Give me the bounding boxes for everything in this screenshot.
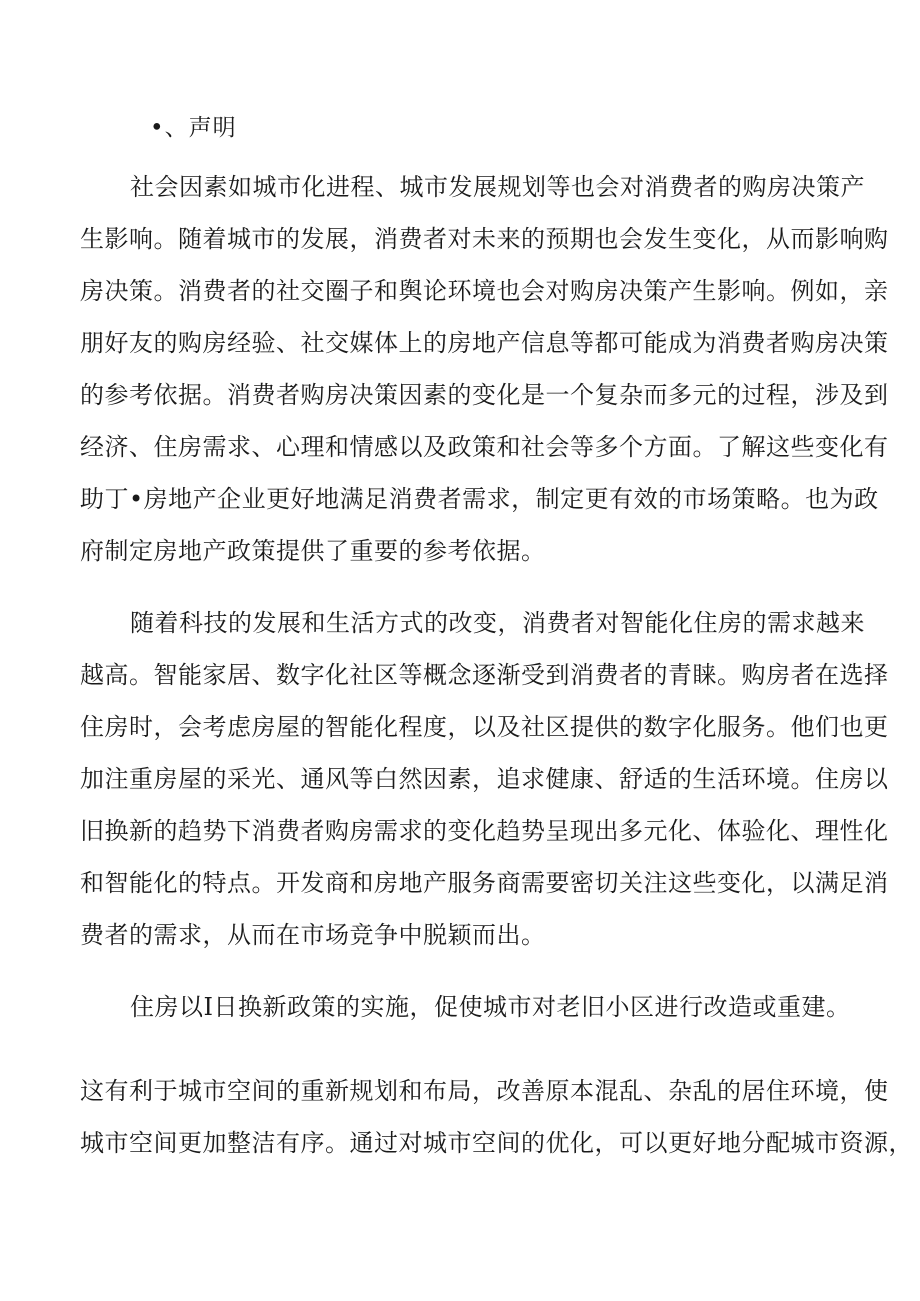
- paragraph-2-line-5: 旧换新的趋势下消费者购房需求的变化趋势呈现出多元化、体验化、理性化: [80, 817, 889, 845]
- paragraph-1-line-5: 的参考依据。消费者购房决策因素的变化是一个复杂而多元的过程，涉及到: [80, 381, 889, 409]
- paragraph-1-line-1: 社会因素如城市化进程、城市发展规划等也会对消费者的购房决策产: [130, 173, 865, 201]
- paragraph-1-line-3: 房决策。消费者的社交圈子和舆论环境也会对购房决策产生影响。例如，亲: [80, 277, 889, 305]
- paragraph-1-line-8: 府制定房地产政策提供了重要的参考依据。: [80, 537, 546, 565]
- paragraph-1-line-2: 生影响。随着城市的发展，消费者对未来的预期也会发生变化，从而影响购: [80, 225, 889, 253]
- paragraph-4-line-2: 城市空间更加整洁有序。通过对城市空间的优化，可以更好地分配城市资源，: [80, 1129, 913, 1157]
- paragraph-1-line-6: 经济、住房需求、心理和情感以及政策和社会等多个方面。了解这些变化有: [80, 433, 889, 461]
- paragraph-3-line-1: 住房以Ⅰ日换新政策的实施，促使城市对老旧小区进行改造或重建。: [130, 993, 851, 1021]
- paragraph-2-line-1: 随着科技的发展和生活方式的改变，消费者对智能化住房的需求越来: [130, 609, 865, 637]
- paragraph-2-line-4: 加注重房屋的采光、通风等白然因素，追求健康、舒适的生活环境。住房以: [80, 765, 889, 793]
- paragraph-1-line-7: 助丁•房地产企业更好地满足消费者需求，制定更有效的市场策略。也为政: [80, 485, 879, 513]
- section-heading: •、声明: [150, 115, 237, 141]
- paragraph-2-line-7: 费者的需求，从而在市场竞争中脱颖而出。: [80, 921, 546, 949]
- paragraph-2-line-6: 和智能化的特点。开发商和房地产服务商需要密切关注这些变化，以满足消: [80, 869, 889, 897]
- paragraph-4-line-1: 这有利于城市空间的重新规划和布局，改善原本混乱、杂乱的居住环境，使: [80, 1077, 889, 1105]
- paragraph-2-line-2: 越高。智能家居、数字化社区等概念逐渐受到消费者的青睐。购房者在选择: [80, 661, 889, 689]
- paragraph-1-line-4: 朋好友的购房经验、社交媒体上的房地产信息等都可能成为消费者购房决策: [80, 329, 889, 357]
- paragraph-2-line-3: 住房时，会考虑房屋的智能化程度，以及社区提供的数字化服务。他们也更: [80, 713, 889, 741]
